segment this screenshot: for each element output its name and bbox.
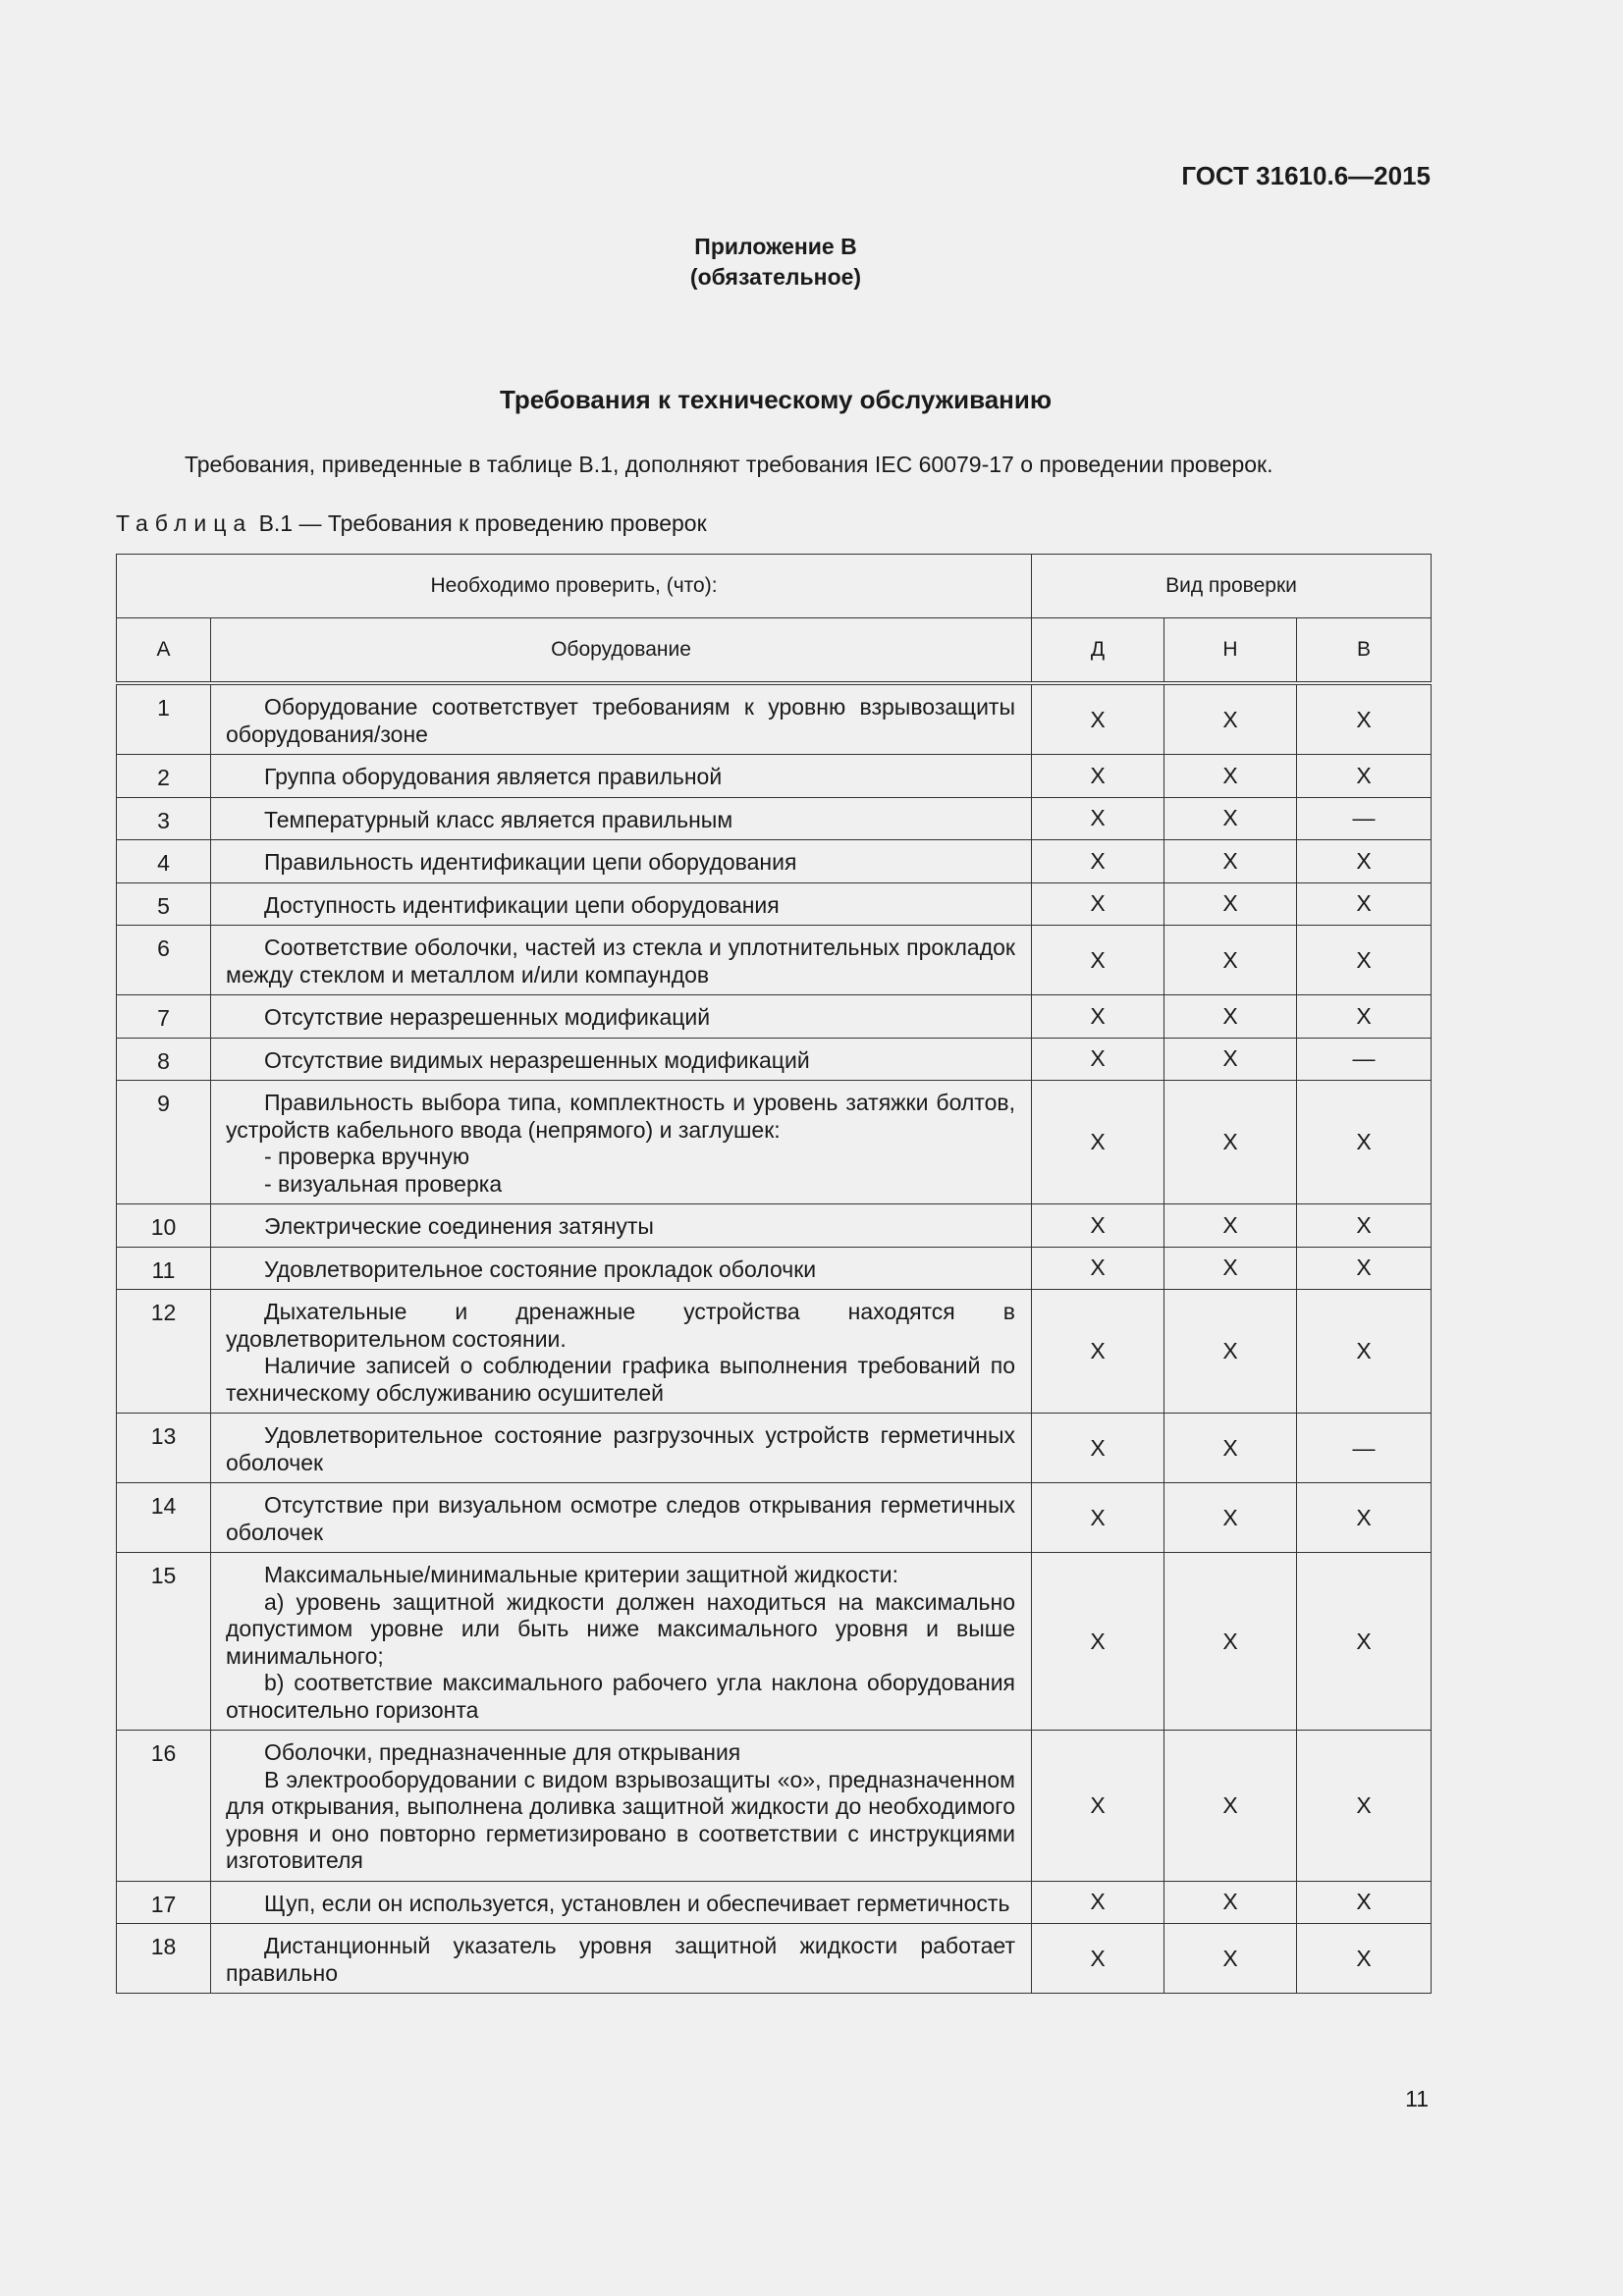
description-paragraph: Дыхательные и дренажные устройства находятся в удовлетворительном состоянии.: [226, 1299, 1015, 1352]
row-description: [211, 1290, 1032, 1414]
check-mark-v: —: [1297, 1038, 1432, 1081]
row-number: 1: [117, 683, 211, 755]
table-caption-word: Таблица: [116, 510, 253, 536]
check-mark-n: X: [1164, 797, 1297, 840]
check-mark-d: X: [1032, 1553, 1164, 1731]
table-caption: [116, 510, 707, 537]
check-mark-n: X: [1164, 1038, 1297, 1081]
row-number: 4: [117, 840, 211, 883]
check-mark-v: X: [1297, 926, 1432, 995]
table-row: [117, 1924, 1432, 1994]
table-row: [117, 683, 1432, 755]
check-mark-d: X: [1032, 1290, 1164, 1414]
row-description: [211, 1881, 1032, 1924]
description-paragraph: Правильность идентификации цепи оборудования: [264, 849, 797, 875]
check-mark-v: X: [1297, 1081, 1432, 1204]
check-mark-n: X: [1164, 926, 1297, 995]
requirements-table: [116, 554, 1432, 1994]
table-row: [117, 1483, 1432, 1553]
check-mark-d: X: [1032, 882, 1164, 926]
header-col-equipment: Оборудование: [211, 618, 1032, 684]
check-mark-n: X: [1164, 1290, 1297, 1414]
check-mark-d: X: [1032, 1731, 1164, 1882]
check-mark-n: X: [1164, 1204, 1297, 1248]
check-mark-v: X: [1297, 1731, 1432, 1882]
description-paragraph: Отсутствие при визуальном осмотре следов открывания герметичных оболочек: [226, 1492, 1015, 1545]
page-number: 11: [1405, 2086, 1429, 2111]
description-paragraph: b) соответствие максимального рабочего угла наклона оборудования относительно горизонта: [226, 1670, 1015, 1723]
check-mark-n: X: [1164, 840, 1297, 883]
description-paragraph: Дистанционный указатель уровня защитной жидкости работает правильно: [226, 1933, 1015, 1986]
table-row: [117, 1414, 1432, 1483]
row-number: 6: [117, 926, 211, 995]
description-paragraph: - визуальная проверка: [264, 1170, 503, 1197]
check-mark-v: X: [1297, 840, 1432, 883]
table-row: [117, 1247, 1432, 1290]
check-mark-d: X: [1032, 1881, 1164, 1924]
row-description: [211, 995, 1032, 1039]
description-paragraph: Доступность идентификации цепи оборудования: [264, 891, 780, 918]
check-mark-d: X: [1032, 1204, 1164, 1248]
check-mark-v: —: [1297, 1414, 1432, 1483]
check-mark-v: X: [1297, 1247, 1432, 1290]
row-description: [211, 1924, 1032, 1994]
table-row: [117, 1081, 1432, 1204]
description-paragraph: Оболочки, предназначенные для открывания: [264, 1739, 741, 1765]
header-col-n: Н: [1164, 618, 1297, 684]
table-row: [117, 1553, 1432, 1731]
check-mark-n: X: [1164, 1924, 1297, 1994]
check-mark-d: X: [1032, 1483, 1164, 1553]
check-mark-v: X: [1297, 1204, 1432, 1248]
description-paragraph: Правильность выбора типа, комплектность и уровень затяжки болтов, устройств кабельного ввода (непрямого) и заглушек:: [226, 1090, 1015, 1143]
row-description: [211, 882, 1032, 926]
check-mark-d: X: [1032, 683, 1164, 755]
row-number: 8: [117, 1038, 211, 1081]
check-mark-v: X: [1297, 683, 1432, 755]
row-description: [211, 1204, 1032, 1248]
table-row: [117, 1204, 1432, 1248]
section-title: Требования к техническому обслуживанию: [499, 385, 1053, 414]
description-paragraph: Группа оборудования является правильной: [264, 764, 723, 789]
row-number: 16: [117, 1731, 211, 1882]
table-row: [117, 926, 1432, 995]
description-paragraph: Наличие записей о соблюдении графика выполнения требований по техническому обслуживанию осушителей: [226, 1353, 1015, 1406]
check-mark-v: X: [1297, 755, 1432, 798]
check-mark-v: X: [1297, 1290, 1432, 1414]
row-number: 2: [117, 755, 211, 798]
row-number: 7: [117, 995, 211, 1039]
check-mark-d: X: [1032, 755, 1164, 798]
table-row: [117, 882, 1432, 926]
check-mark-n: X: [1164, 995, 1297, 1039]
description-paragraph: Щуп, если он используется, установлен и обеспечивает герметичность: [264, 1890, 1010, 1916]
appendix-heading: [0, 232, 1551, 293]
table-caption-text: В.1 — Требования к проведению проверок: [258, 510, 707, 536]
check-mark-n: X: [1164, 1881, 1297, 1924]
row-description: [211, 1483, 1032, 1553]
table-row: [117, 995, 1432, 1039]
table-row: [117, 1731, 1432, 1882]
standard-code: ГОСТ 31610.6—2015: [1181, 161, 1431, 190]
header-col-a: А: [117, 618, 211, 684]
description-paragraph: Удовлетворительное состояние разгрузочных устройств герметичных оболочек: [226, 1422, 1015, 1475]
row-number: 15: [117, 1553, 211, 1731]
check-mark-n: X: [1164, 1081, 1297, 1204]
description-paragraph: Оборудование соответствует требованиям к уровню взрывозащиты оборудования/зоне: [226, 694, 1015, 747]
description-paragraph: - проверка вручную: [264, 1144, 470, 1169]
intro-paragraph: Требования, приведенные в таблице В.1, дополняют требования IEC 60079-17 о проведении проверок.: [185, 452, 1273, 477]
check-mark-n: X: [1164, 1731, 1297, 1882]
check-mark-d: X: [1032, 995, 1164, 1039]
row-description: [211, 1247, 1032, 1290]
check-mark-v: X: [1297, 1924, 1432, 1994]
row-number: 5: [117, 882, 211, 926]
row-description: [211, 926, 1032, 995]
row-number: 17: [117, 1881, 211, 1924]
row-number: 10: [117, 1204, 211, 1248]
table-row: [117, 840, 1432, 883]
table-body: [117, 683, 1432, 1994]
row-description: [211, 1731, 1032, 1882]
check-mark-n: X: [1164, 1414, 1297, 1483]
check-mark-d: X: [1032, 1247, 1164, 1290]
header-check-type: Вид проверки: [1032, 555, 1432, 618]
description-paragraph: Удовлетворительное состояние прокладок оболочки: [264, 1255, 817, 1282]
header-col-v: В: [1297, 618, 1432, 684]
row-number: 18: [117, 1924, 211, 1994]
check-mark-n: X: [1164, 1553, 1297, 1731]
check-mark-v: X: [1297, 1553, 1432, 1731]
check-mark-v: X: [1297, 882, 1432, 926]
description-paragraph: Соответствие оболочки, частей из стекла и уплотнительных прокладок между стеклом и металлом и/или компаундов: [226, 934, 1015, 988]
row-description: [211, 1553, 1032, 1731]
description-paragraph: Отсутствие неразрешенных модификаций: [264, 1004, 711, 1030]
table-row: [117, 755, 1432, 798]
check-mark-d: X: [1032, 840, 1164, 883]
description-paragraph: Максимальные/минимальные критерии защитной жидкости:: [264, 1562, 898, 1587]
check-mark-d: X: [1032, 1924, 1164, 1994]
check-mark-v: X: [1297, 1881, 1432, 1924]
row-number: 12: [117, 1290, 211, 1414]
check-mark-v: X: [1297, 995, 1432, 1039]
check-mark-n: X: [1164, 1483, 1297, 1553]
table-row: [117, 1290, 1432, 1414]
check-mark-v: —: [1297, 797, 1432, 840]
row-number: 11: [117, 1247, 211, 1290]
description-paragraph: Температурный класс является правильным: [264, 806, 733, 832]
row-description: [211, 1081, 1032, 1204]
check-mark-d: X: [1032, 1081, 1164, 1204]
row-number: 13: [117, 1414, 211, 1483]
check-mark-v: X: [1297, 1483, 1432, 1553]
check-mark-d: X: [1032, 797, 1164, 840]
row-description: [211, 797, 1032, 840]
check-mark-d: X: [1032, 926, 1164, 995]
description-paragraph: a) уровень защитной жидкости должен находиться на максимально допустимом уровне или быть ниже максимального уровня и выше минимального;: [226, 1588, 1015, 1669]
check-mark-d: X: [1032, 1038, 1164, 1081]
header-col-d: Д: [1032, 618, 1164, 684]
description-paragraph: В электрооборудовании с видом взрывозащиты «о», предназначенном для открывания, выполнена доливка защитной жидкости до необходимого уровня и оно повторно герметизировано в соответствии с инструкциями изготовителя: [226, 1766, 1015, 1873]
row-description: [211, 1414, 1032, 1483]
row-description: [211, 840, 1032, 883]
check-mark-d: X: [1032, 1414, 1164, 1483]
check-mark-n: X: [1164, 1247, 1297, 1290]
row-number: 9: [117, 1081, 211, 1204]
table-row: [117, 1038, 1432, 1081]
row-number: 3: [117, 797, 211, 840]
check-mark-n: X: [1164, 683, 1297, 755]
check-mark-n: X: [1164, 755, 1297, 798]
table-row: [117, 797, 1432, 840]
check-mark-n: X: [1164, 882, 1297, 926]
header-check-what: Необходимо проверить, (что):: [117, 555, 1032, 618]
row-description: [211, 1038, 1032, 1081]
table-row: [117, 1881, 1432, 1924]
appendix-label: Приложение В: [694, 234, 857, 259]
appendix-status: (обязательное): [689, 264, 862, 290]
description-paragraph: Отсутствие видимых неразрешенных модификаций: [264, 1046, 810, 1073]
row-description: [211, 755, 1032, 798]
description-paragraph: Электрические соединения затянуты: [264, 1213, 654, 1239]
row-number: 14: [117, 1483, 211, 1553]
row-description: [211, 683, 1032, 755]
